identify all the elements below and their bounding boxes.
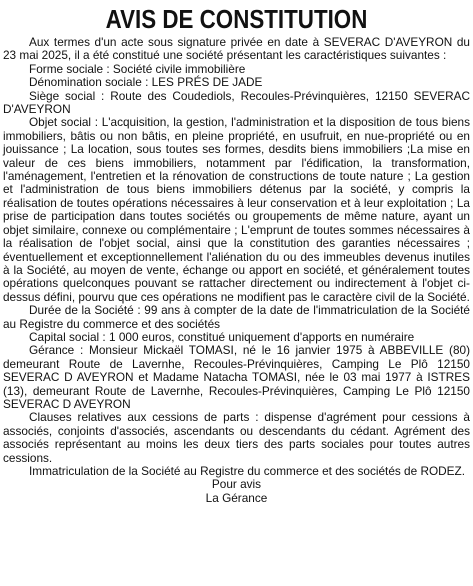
notice-title: AVIS DE CONSTITUTION (105, 4, 368, 34)
management-paragraph: Gérance : Monsieur Mickaël TOMASI, né le 16 janvier 1975 à ABBEVILLE (80) demeurant Route de Lavernhe, Recoules-Prévinquières, Camping Le Plô 12150 SEVERAC D AVEYRON et Madame Natacha TOMASI, née le 03 mai 1977 à ISTRES (13), demeurant Route de Lavernhe, Recoules-Prévinquières, Camping Le Plô 12150 SEVERAC D AVEYRON (3, 343, 470, 411)
legal-form-line: Forme sociale : Société civile immobilière (29, 61, 246, 76)
duration-paragraph: Durée de la Société : 99 ans à compter de la date de l'immatriculation de la Société au Registre du commerce et des sociétés (3, 303, 470, 331)
closing-signatory: La Gérance (205, 490, 268, 505)
intro-paragraph: Aux termes d'un acte sous signature privée en date à SEVERAC D'AVEYRON du 23 mai 2025, il a été constitué une société présentant les caractéristiques suivantes : (3, 35, 470, 63)
capital-line: Capital social : 1 000 euros, constitué uniquement d'apports en numéraire (29, 329, 415, 344)
company-name-line: Dénomination sociale : LES PRÉS DE JADE (29, 75, 263, 90)
share-transfer-clauses-paragraph: Clauses relatives aux cessions de parts : dispense d'agrément pour cessions à associés, conjoints d'associés, ascendants ou descendants du cédant. Agrément des associés représentant au moins les deux tiers des parts sociales pour toutes autres cessions. (3, 410, 470, 465)
closing-pour-avis: Pour avis (211, 477, 262, 492)
registered-office-line: Siège social : Route des Coudediols, Recoules-Prévinquières, 12150 SEVERAC D'AVEYRON (3, 88, 470, 117)
corporate-purpose-paragraph: Objet social : L'acquisition, la gestion, l'administration et la disposition de tous biens immobiliers, bâtis ou non bâtis, en pleine propriété, en usufruit, en nue-propriété ou en jouissance ; La location, sous toutes ses formes, desdits biens immobiliers ;La mise en valeur de ces biens immobiliers, notamment par l'édification, la transformation, l'aménagement, l'entretien et la rénovation de constructions de toute nature ; La gestion et l'administration de tous biens immobiliers détenus par la société, y compris la réalisation de toutes opérations nécessaires à leur conservation et à leur exploitation ; La prise de participation dans toutes sociétés ou groupements de même nature, ayant un objet similaire, connexe ou complémentaire ; L'emprunt de toutes sommes nécessaires à la réalisation de l'objet social, ainsi que la constitution des garanties nécessaires ; éventuellement et exceptionnellement l'aliénation du ou des immeubles devenus inutiles à la Société, au moyen de vente, échange ou apport en société, et généralement toutes opérations quelconques pouvant se rattacher directement ou indirectement à l'objet ci-dessus défini, pourvu que ces opérations ne modifient pas le caractère civil de la Société. (3, 115, 470, 304)
registration-line: Immatriculation de la Société au Registre du commerce et des sociétés de RODEZ. (29, 464, 466, 478)
